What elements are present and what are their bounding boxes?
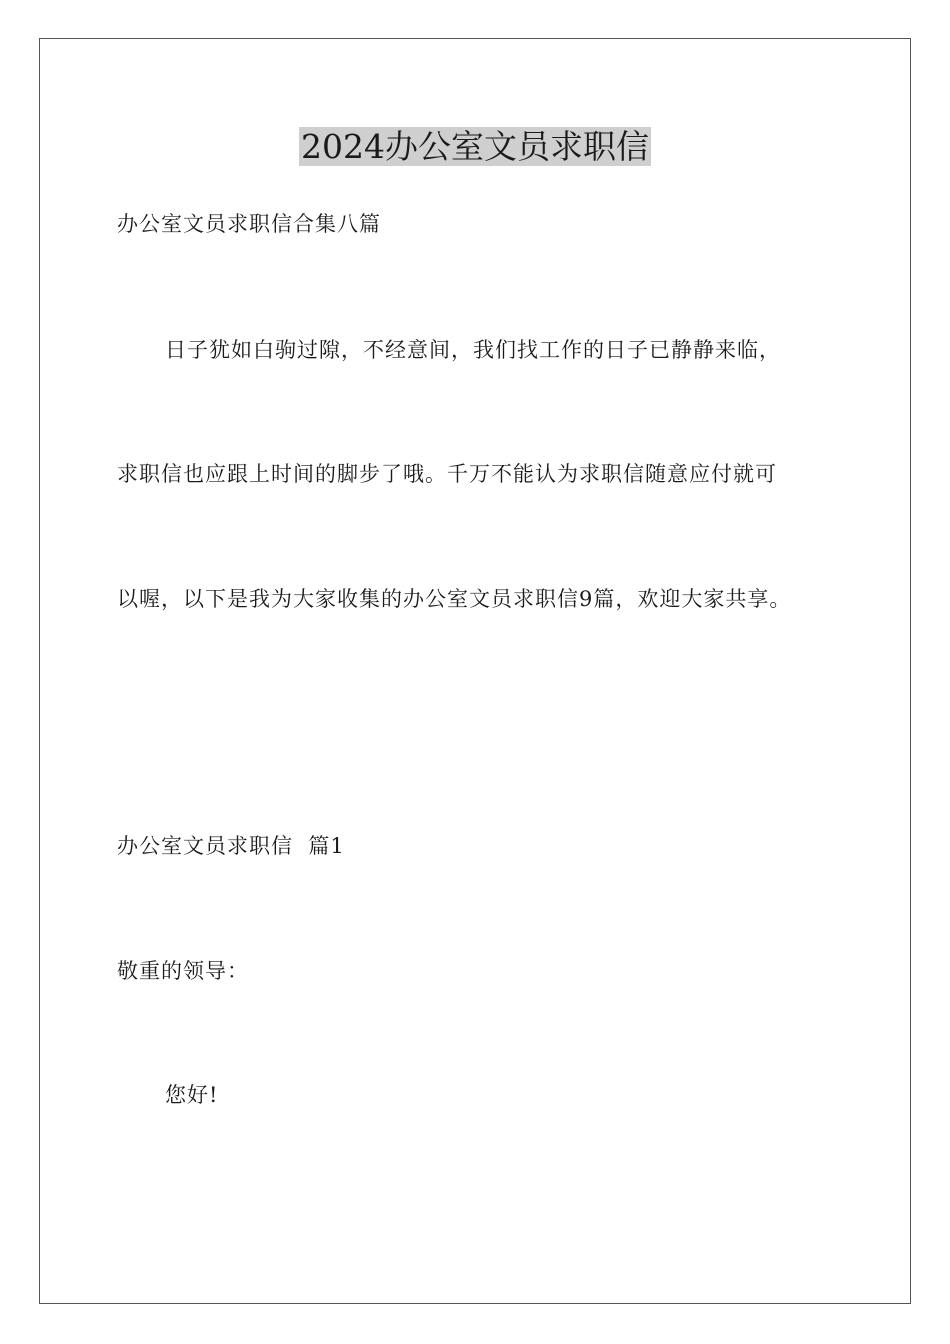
document-title-text: 2024办公室文员求职信 [301,127,649,166]
intro-line-3: 以喔，以下是我为大家收集的办公室文员求职信9篇，欢迎大家共享。 [117,587,792,611]
intro-line-2: 求职信也应跟上时间的脚步了哦。千万不能认为求职信随意应付就可 [117,462,777,486]
section-heading: 办公室文员求职信 篇1 [117,834,345,858]
document-subtitle: 办公室文员求职信合集八篇 [117,212,381,236]
greeting: 您好! [165,1083,219,1107]
salutation: 敬重的领导： [117,959,249,983]
intro-line-1: 日子犹如白驹过隙，不经意间，我们找工作的日子已静静来临， [165,338,781,362]
document-title [0,124,950,170]
